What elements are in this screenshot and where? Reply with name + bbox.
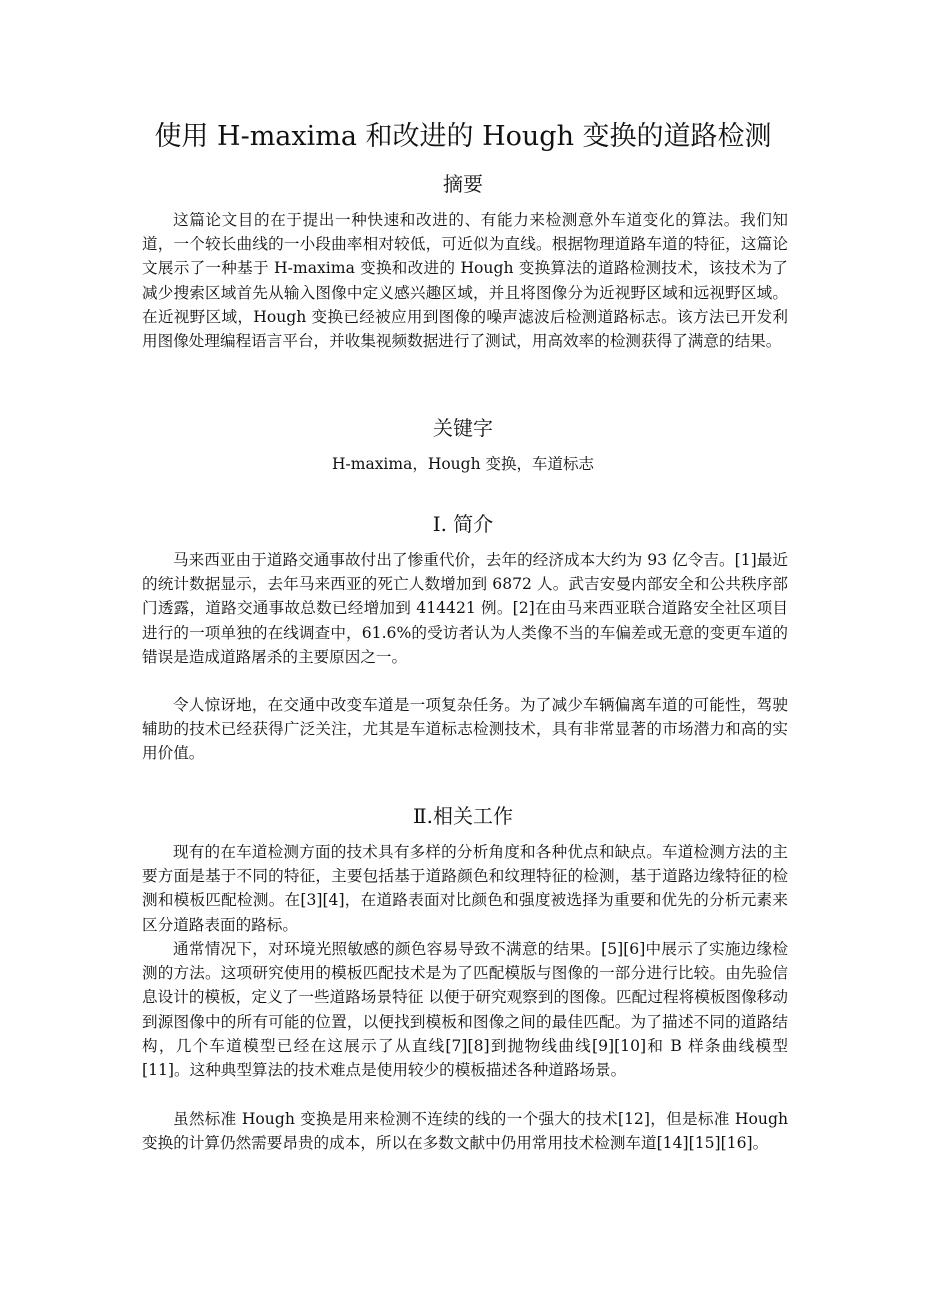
abstract-paragraph: 这篇论文目的在于提出一种快速和改进的、有能力来检测意外车道变化的算法。我们知道，一个较长曲线的一小段曲率相对较低，可近似为直线。根据物理道路车道的特征，这篇论文展示了一种基于 H-maxima 变换和改进的 Hough 变换算法的道路检测技术，该技术为了减少搜索区域首先从输入图像中定义感兴趣区域，并且将图像分为近视野区域和远视野区域。在近视野区域，Hough 变换已经被应用到图像的噪声滤波后检测道路标志。该方法已开发利用图像处理编程语言平台，并收集视频数据进行了测试，用高效率的检测获得了满意的结果。 bbox=[142, 211, 788, 351]
paper-title: 使用 H-maxima 和改进的 Hough 变换的道路检测 bbox=[154, 121, 772, 152]
keywords-list: H-maxima，Hough 变换，车道标志 bbox=[332, 455, 594, 473]
keywords-heading: 关键字 bbox=[433, 416, 493, 440]
section-heading-introduction: Ⅰ. 简介 bbox=[432, 512, 494, 536]
related-work-paragraph-1: 现有的在车道检测方面的技术具有多样的分析角度和各种优点和缺点。车道检测方法的主要方面是基于不同的特征，主要包括基于道路颜色和纹理特征的检测，基于道路边缘特征的检测和模板匹配检测。在[3][4]，在道路表面对比颜色和强度被选择为重要和优先的分析元素来区分道路表面的路标。 bbox=[142, 843, 788, 934]
abstract-heading: 摘要 bbox=[443, 172, 483, 196]
intro-paragraph-1: 马来西亚由于道路交通事故付出了惨重代价，去年的经济成本大约为 93 亿令吉。[1]最近的统计数据显示，去年马来西亚的死亡人数增加到 6872 人。武吉安曼内部安全和公共秩序部门透露，道路交通事故总数已经增加到 414421 例。[2]在由马来西亚联合道路安全社区项目进行的一项单独的在线调查中，61.6%的受访者认为人类像不当的车偏差或无意的变更车道的错误是造成道路屠杀的主要原因之一。 bbox=[142, 551, 788, 666]
section-heading-related-work: Ⅱ.相关工作 bbox=[413, 804, 513, 828]
related-work-paragraph-3: 虽然标准 Hough 变换是用来检测不连续的线的一个强大的技术[12]，但是标准 Hough 变换的计算仍然需要昂贵的成本，所以在多数文献中仍用常用技术检测车道[14][15][16]。 bbox=[142, 1110, 788, 1153]
related-work-paragraph-2: 通常情况下，对环境光照敏感的颜色容易导致不满意的结果。[5][6]中展示了实施边缘检测的方法。这项研究使用的模板匹配技术是为了匹配模版与图像的一部分进行比较。由先验信息设计的模板，定义了一些道路场景特征 以便于研究观察到的图像。匹配过程将模板图像移动到源图像中的所有可能的位置，以便找到模板和图像之间的最佳匹配。为了描述不同的道路结构，几个车道模型已经在这展示了从直线[7][8]到抛物线曲线[9][10]和 B 样条曲线模型[11]。这种典型算法的技术难点是使用较少的模板描述各种道路场景。 bbox=[142, 940, 788, 1080]
intro-paragraph-2: 令人惊讶地，在交通中改变车道是一项复杂任务。为了减少车辆偏离车道的可能性，驾驶辅助的技术已经获得广泛关注，尤其是车道标志检测技术，具有非常显著的市场潜力和高的实用价值。 bbox=[142, 696, 788, 763]
